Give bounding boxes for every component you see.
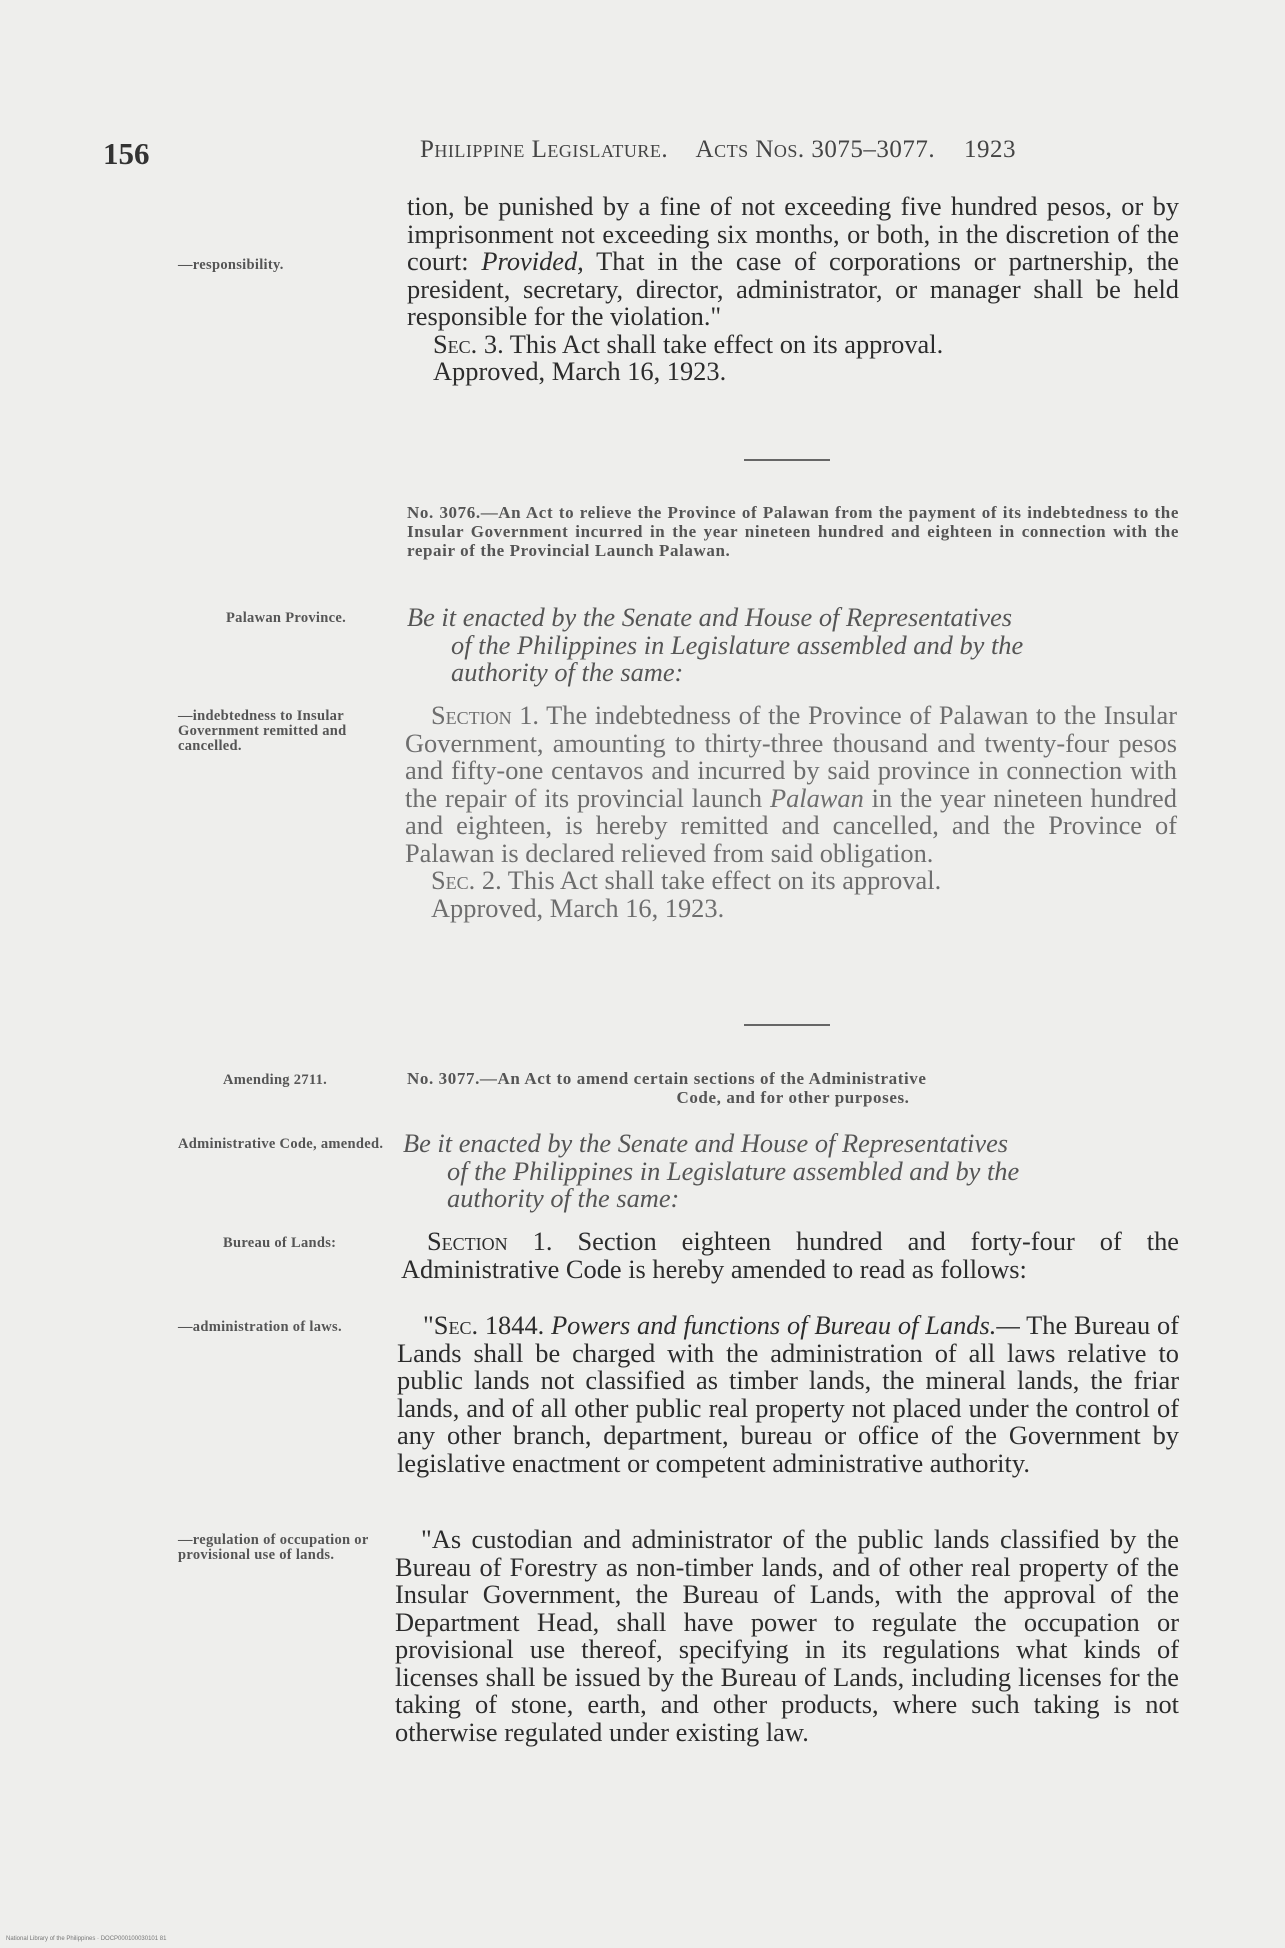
provision-text: tion, be punished by a fine of not exceeding five hundred pesos, or by imprisonment not exceeding six months, or both, in the discretion of the court: (407, 191, 1179, 276)
act-3075-provision (407, 193, 1179, 331)
section-divider (744, 1024, 830, 1026)
act-3075-approved: Approved, March 16, 1923. (433, 356, 727, 386)
margin-note-bureau-of-lands: Bureau of Lands: (223, 1235, 337, 1251)
provision-text-2: That in the case of corporations or partnership, the president, secretary, director, administrator, or manager shall be held responsible for the violation." (407, 246, 1179, 331)
provided-word: Provided, (481, 246, 584, 276)
enact-line-1: Be it enacted by the Senate and House of Representatives (407, 602, 1013, 632)
launch-name: Palawan (769, 782, 864, 813)
section-text: This Act shall take effect on its approval. (507, 865, 942, 895)
act-3077-custodian-block (395, 1526, 1179, 1746)
margin-note-regulation: —regulation of occupation or provisional use of lands. (178, 1532, 369, 1563)
act-3077-section-1-block (401, 1228, 1179, 1283)
act-3076-section-2 (405, 867, 1177, 895)
act-3077-section-1844-block (397, 1312, 1179, 1477)
section-label: "Sec. 1844. (423, 1310, 545, 1340)
margin-note-amending: Amending 2711. (223, 1072, 328, 1088)
act-3076-enacting-clause (407, 604, 1179, 687)
margin-note-administrative-code: Administrative Code, amended. (178, 1136, 384, 1152)
section-text: The Bureau of Lands shall be charged with the administration of all laws relative to public lands not classified as timber lands, the mineral lands, the friar lands, and of all other public real property not placed under the control of any other branch, department, bureau or office of the Government by legislative enactment or competent administrative authority. (397, 1310, 1179, 1478)
section-label: Section 1. (431, 700, 540, 730)
margin-note-administration-of-laws: —administration of laws. (178, 1319, 342, 1335)
act-3077-title-line-2: Code, and for other purposes. (676, 1088, 910, 1107)
enact-line-3: authority of the same: (451, 657, 684, 687)
section-divider (744, 459, 830, 461)
section-text-b: in the year nineteen hundred and eighteen, is hereby remitted and cancelled, and the Province of Palawan is declared relieved from said obligation. (405, 782, 1177, 868)
scan-credit: National Library of the Philippines · DOCP000100030101 81 (6, 1936, 167, 1942)
section-label: Sec. 3. (433, 328, 504, 359)
section-text: Section eighteen hundred and forty-four of the Administrative Code is hereby amended to read as follows: (401, 1226, 1179, 1284)
year: 1923 (963, 136, 1016, 163)
act-3076-approved: Approved, March 16, 1923. (431, 892, 725, 923)
margin-note-palawan-province: Palawan Province. (226, 610, 347, 626)
custodian-paragraph: "As custodian and administrator of the public lands classified by the Bureau of Forestry as non-timber lands, and of other real property of the Insular Government, the Bureau of Lands, with the approval of the Department Head, shall have power to regulate the occupation or provisional use thereof, specifying in its regulations what kinds of licenses shall be issued by the Bureau of Lands, including licenses for the taking of stone, earth, and other products, where such taking is not otherwise regulated under existing law. (395, 1524, 1179, 1747)
act-3075-section-3 (407, 328, 1179, 359)
enact-line-2: of the Philippines in Legislature assembled and by the (451, 629, 1024, 660)
act-3077-enacting-clause (403, 1130, 1175, 1213)
section-1844 (397, 1312, 1179, 1477)
act-3075-tail (407, 193, 1179, 386)
act-3077-title-block (407, 1069, 1179, 1107)
act-3076-section-1 (405, 702, 1177, 867)
section-heading: Powers and functions of Bureau of Lands.— (551, 1310, 1020, 1340)
acts-range: Acts Nos. 3075–3077. (695, 136, 936, 163)
running-head (420, 136, 1160, 164)
margin-note-indebtedness: —indebtedness to Insular Government remitted and cancelled. (178, 708, 347, 754)
act-3076-title-block (407, 503, 1179, 560)
publication-title: Philippine Legislature. (420, 136, 669, 163)
act-3076-body (405, 702, 1177, 922)
act-3077-title-line-1: No. 3077.—An Act to amend certain sections of the Administrative (407, 1069, 927, 1088)
section-text: This Act shall take effect on its approval. (509, 328, 944, 359)
act-3077-section-1 (401, 1228, 1179, 1283)
section-label: Sec. 2. (431, 865, 502, 895)
margin-note-responsibility: —responsibility. (178, 257, 284, 273)
page-number: 156 (103, 136, 150, 171)
section-text-a: The indebtedness of the Province of Palawan to the Insular Government, amounting to thirty-three thousand and twenty-four pesos and fifty-one centavos and incurred by said province in connection with the repair of its provincial launch (405, 700, 1178, 813)
enact-line-1: Be it enacted by the Senate and House of Representatives (403, 1128, 1009, 1158)
enact-line-3: authority of the same: (447, 1183, 680, 1213)
act-3076-title: No. 3076.—An Act to relieve the Province of Palawan from the payment of its indebtedness to the Insular Government incurred in the year nineteen hundred and eighteen in connection with the repair of the Provincial Launch Palawan. (407, 503, 1179, 560)
section-label: Section 1. (427, 1226, 553, 1256)
enact-line-2: of the Philippines in Legislature assembled and by the (447, 1155, 1020, 1186)
